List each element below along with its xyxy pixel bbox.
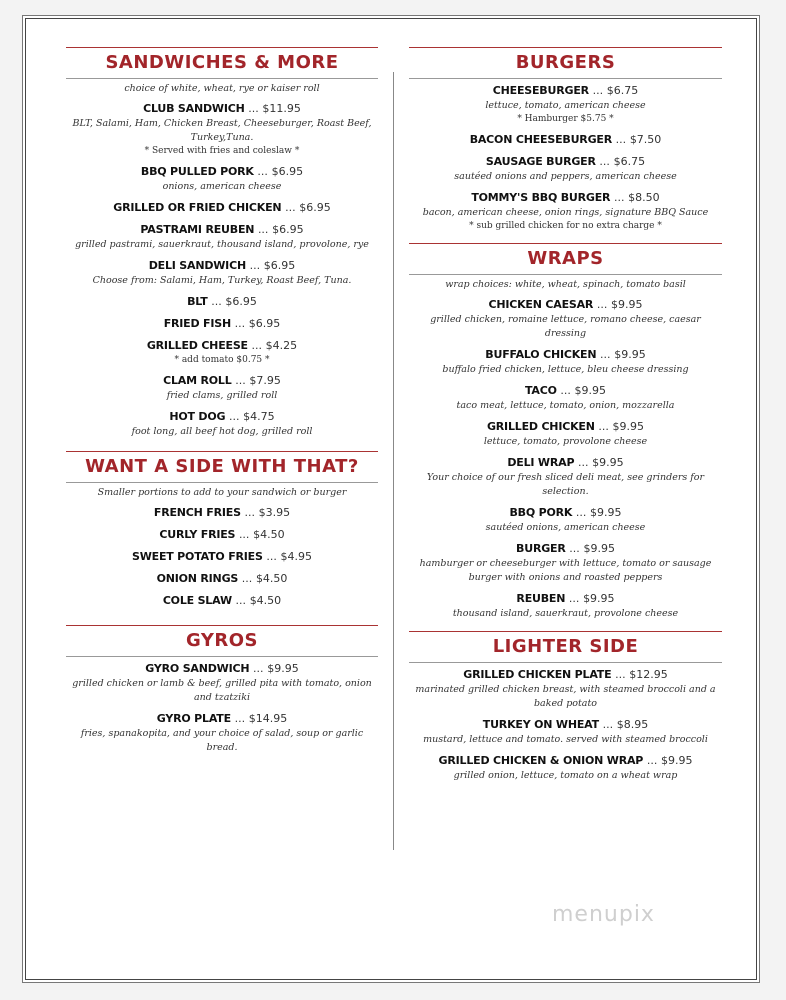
menu-item xyxy=(409,153,722,184)
menu-item xyxy=(66,100,378,158)
menu-item-line xyxy=(66,710,378,727)
item-price: $9.95 xyxy=(583,542,615,555)
menu-item-line xyxy=(66,315,378,332)
item-name: DELI WRAP xyxy=(507,456,575,469)
item-description: fried clams, grilled roll xyxy=(166,390,278,401)
menu-item-line xyxy=(409,153,722,170)
section-title: SANDWICHES & MORE xyxy=(66,47,378,79)
menu-item-line xyxy=(409,666,722,683)
item-price: $3.95 xyxy=(258,506,291,519)
item-name: BBQ PORK xyxy=(509,506,573,519)
item-name: CHICKEN CAESAR xyxy=(488,298,594,311)
item-separator: ... xyxy=(615,668,626,681)
menu-item-line xyxy=(66,548,378,565)
menu-item xyxy=(66,257,378,288)
item-separator: ... xyxy=(249,259,261,272)
item-price: $9.95 xyxy=(611,298,643,311)
item-name: TACO xyxy=(524,384,557,397)
item-price: $8.95 xyxy=(616,718,649,731)
item-separator: ... xyxy=(211,295,222,308)
item-name: BURGER xyxy=(516,542,566,555)
item-separator: ... xyxy=(646,754,658,767)
item-separator: ... xyxy=(615,133,627,146)
menu-item-line xyxy=(66,337,378,354)
item-price: $7.95 xyxy=(249,374,281,387)
item-separator: ... xyxy=(266,550,277,563)
menu-item xyxy=(66,221,378,252)
menu-item xyxy=(66,526,378,543)
menu-item xyxy=(66,372,378,403)
item-description: sautéed onions and peppers, american cheese xyxy=(454,171,677,182)
item-note: * Hamburger $5.75 * xyxy=(517,114,614,124)
item-name: CURLY FRIES xyxy=(159,528,236,541)
item-separator: ... xyxy=(613,191,625,204)
item-description: marinated grilled chicken breast, with steamed broccoli and a baked potato xyxy=(415,684,716,709)
item-name: REUBEN xyxy=(516,592,566,605)
item-name: GRILLED OR FRIED CHICKEN xyxy=(113,201,282,214)
item-description: hamburger or cheeseburger with lettuce, tomato or sausage burger with onions and roasted peppers xyxy=(419,558,712,583)
item-price: $9.95 xyxy=(592,456,624,469)
menu-item-line xyxy=(66,526,378,543)
menu-item-line xyxy=(409,454,722,471)
menu-item xyxy=(66,548,378,565)
menu-item-line xyxy=(409,590,722,607)
item-note: * sub grilled chicken for no extra charge * xyxy=(469,221,662,231)
section-title: BURGERS xyxy=(409,47,722,79)
section-lighter-side xyxy=(409,631,722,783)
menu-item xyxy=(409,454,722,499)
item-description: Choose from: Salami, Ham, Turkey, Roast Beef, Tuna. xyxy=(92,275,352,286)
item-name: BLT xyxy=(187,295,208,308)
item-price: $9.95 xyxy=(590,506,622,519)
item-description: lettuce, tomato, american cheese xyxy=(485,100,646,111)
item-name: GRILLED CHICKEN xyxy=(486,420,595,433)
section-note: choice of white, wheat, rye or kaiser roll xyxy=(124,83,320,94)
item-separator: ... xyxy=(248,102,259,115)
item-price: $9.95 xyxy=(612,420,645,433)
menu-item xyxy=(66,504,378,521)
menu-item xyxy=(66,315,378,332)
item-separator: ... xyxy=(244,506,255,519)
menu-item-line xyxy=(409,382,722,399)
menu-item xyxy=(409,540,722,585)
menu-item xyxy=(409,504,722,535)
section-wraps xyxy=(409,243,722,621)
item-separator: ... xyxy=(592,84,604,97)
menu-item xyxy=(66,408,378,439)
menu-item-line xyxy=(66,293,378,310)
menu-item xyxy=(409,590,722,621)
section-title: WANT A SIDE WITH THAT? xyxy=(66,451,378,483)
item-description: grilled chicken, romaine lettuce, romano cheese, caesar dressing xyxy=(430,314,701,339)
menu-item xyxy=(66,337,378,367)
item-description: mustard, lettuce and tomato. served with steamed broccoli xyxy=(423,734,708,745)
item-name: BUFFALO CHICKEN xyxy=(485,348,597,361)
item-name: CLAM ROLL xyxy=(163,374,232,387)
menu-item-line xyxy=(409,346,722,363)
item-separator: ... xyxy=(600,348,611,361)
item-price: $6.95 xyxy=(248,317,281,330)
left-column xyxy=(66,47,378,760)
item-price: $9.95 xyxy=(574,384,607,397)
item-price: $4.50 xyxy=(249,594,282,607)
item-name: TOMMY'S BBQ BURGER xyxy=(471,191,611,204)
item-note: * add tomato $0.75 * xyxy=(174,355,270,365)
item-separator: ... xyxy=(598,420,609,433)
item-name: COLE SLAW xyxy=(162,594,232,607)
item-separator: ... xyxy=(238,528,250,541)
menu-item-line xyxy=(66,372,378,389)
section-gyros xyxy=(66,625,378,755)
column-divider xyxy=(393,72,394,850)
item-description: grilled chicken or lamb & beef, grilled pita with tomato, onion and tzatziki xyxy=(72,678,372,703)
item-separator: ... xyxy=(602,718,614,731)
item-separator: ... xyxy=(234,712,246,725)
menu-item xyxy=(66,710,378,755)
item-name: GRILLED CHICKEN & ONION WRAP xyxy=(438,754,644,767)
section-title: LIGHTER SIDE xyxy=(409,631,722,663)
section-note: Smaller portions to add to your sandwich or burger xyxy=(97,487,347,498)
item-description: bacon, american cheese, onion rings, signature BBQ Sauce xyxy=(422,207,709,218)
item-description: thousand island, sauerkraut, provolone cheese xyxy=(452,608,679,619)
item-price: $6.75 xyxy=(606,84,639,97)
item-separator: ... xyxy=(569,542,580,555)
menu-item xyxy=(66,570,378,587)
item-separator: ... xyxy=(241,572,253,585)
menu-item xyxy=(66,293,378,310)
item-separator: ... xyxy=(568,592,580,605)
item-price: $9.95 xyxy=(583,592,615,605)
menu-item xyxy=(409,189,722,233)
item-name: HOT DOG xyxy=(169,410,226,423)
menu-item xyxy=(66,163,378,194)
item-separator: ... xyxy=(285,201,296,214)
item-separator: ... xyxy=(251,339,263,352)
menu-item-line xyxy=(409,82,722,99)
item-separator: ... xyxy=(257,165,268,178)
item-separator: ... xyxy=(257,223,269,236)
item-description: lettuce, tomato, provolone cheese xyxy=(483,436,648,447)
menu-item-line xyxy=(409,716,722,733)
section-title: WRAPS xyxy=(409,243,722,275)
item-name: PASTRAMI REUBEN xyxy=(140,223,255,236)
item-price: $6.95 xyxy=(263,259,296,272)
section-sandwiches xyxy=(66,47,378,439)
item-name: SAUSAGE BURGER xyxy=(485,155,596,168)
item-description: fries, spanakopita, and your choice of salad, soup or garlic bread. xyxy=(80,728,364,753)
menu-item-line xyxy=(66,504,378,521)
menupix-watermark: menupix xyxy=(552,902,655,927)
menu-item-line xyxy=(409,189,722,206)
item-price: $8.50 xyxy=(628,191,660,204)
item-name: DELI SANDWICH xyxy=(148,259,246,272)
item-name: GYRO SANDWICH xyxy=(145,662,250,675)
item-price: $4.25 xyxy=(265,339,298,352)
item-separator: ... xyxy=(577,456,589,469)
item-price: $9.95 xyxy=(614,348,646,361)
menu-item xyxy=(409,131,722,148)
item-name: FRIED FISH xyxy=(163,317,231,330)
item-price: $4.75 xyxy=(243,410,275,423)
section-burgers xyxy=(409,47,722,233)
item-price: $6.95 xyxy=(271,165,304,178)
item-description: buffalo fried chicken, lettuce, bleu cheese dressing xyxy=(442,364,689,375)
right-column xyxy=(409,47,722,788)
item-name: GRILLED CHICKEN PLATE xyxy=(463,668,612,681)
item-price: $6.75 xyxy=(613,155,646,168)
item-name: BBQ PULLED PORK xyxy=(140,165,254,178)
item-description: BLT, Salami, Ham, Chicken Breast, Cheeseburger, Roast Beef, Turkey,Tuna. xyxy=(72,118,372,143)
menu-item-line xyxy=(409,752,722,769)
item-price: $6.95 xyxy=(225,295,257,308)
item-description: taco meat, lettuce, tomato, onion, mozzarella xyxy=(456,400,675,411)
item-description: foot long, all beef hot dog, grilled roll xyxy=(131,426,313,437)
item-name: ONION RINGS xyxy=(156,572,239,585)
menu-item-line xyxy=(66,408,378,425)
item-price: $7.50 xyxy=(629,133,662,146)
item-separator: ... xyxy=(599,155,610,168)
item-note: * Served with fries and coleslaw * xyxy=(144,146,300,156)
menu-item xyxy=(66,199,378,216)
item-price: $4.95 xyxy=(280,550,313,563)
menu-item xyxy=(409,296,722,341)
item-name: CHEESEBURGER xyxy=(492,84,589,97)
item-separator: ... xyxy=(234,317,246,330)
item-separator: ... xyxy=(229,410,240,423)
menu-item-line xyxy=(409,131,722,148)
item-name: GRILLED CHEESE xyxy=(146,339,248,352)
item-price: $4.50 xyxy=(253,528,285,541)
item-description: sautéed onions, american cheese xyxy=(485,522,646,533)
item-name: FRENCH FRIES xyxy=(153,506,241,519)
item-price: $9.95 xyxy=(660,754,693,767)
item-separator: ... xyxy=(235,374,246,387)
item-separator: ... xyxy=(596,298,608,311)
item-description: Your choice of our fresh sliced deli meat, see grinders for selection. xyxy=(426,472,705,497)
item-separator: ... xyxy=(560,384,571,397)
section-note: wrap choices: white, wheat, spinach, tomato basil xyxy=(445,279,686,290)
item-price: $6.95 xyxy=(299,201,331,214)
menu-item xyxy=(409,382,722,413)
section-title: GYROS xyxy=(66,625,378,657)
item-name: CLUB SANDWICH xyxy=(143,102,245,115)
item-name: TURKEY ON WHEAT xyxy=(482,718,599,731)
menu-item xyxy=(409,346,722,377)
item-name: SWEET POTATO FRIES xyxy=(131,550,263,563)
item-price: $9.95 xyxy=(267,662,299,675)
menu-item xyxy=(409,752,722,783)
item-price: $4.50 xyxy=(255,572,288,585)
section-sides xyxy=(66,451,378,609)
menu-item xyxy=(66,660,378,705)
item-separator: ... xyxy=(253,662,264,675)
menu-item-line xyxy=(66,100,378,117)
menu-item xyxy=(409,666,722,711)
item-price: $11.95 xyxy=(262,102,301,115)
item-price: $14.95 xyxy=(248,712,288,725)
item-description: grilled onion, lettuce, tomato on a wheat wrap xyxy=(453,770,678,781)
item-separator: ... xyxy=(575,506,587,519)
item-price: $12.95 xyxy=(629,668,668,681)
menu-item-line xyxy=(409,540,722,557)
menu-item xyxy=(409,418,722,449)
menu-item-line xyxy=(66,199,378,216)
item-name: BACON CHEESEBURGER xyxy=(469,133,612,146)
item-separator: ... xyxy=(235,594,247,607)
menu-item-line xyxy=(409,418,722,435)
item-description: onions, american cheese xyxy=(162,181,282,192)
menu-item-line xyxy=(66,570,378,587)
menu-item-line xyxy=(409,504,722,521)
menu-item-line xyxy=(66,592,378,609)
menu-item xyxy=(66,592,378,609)
item-price: $6.95 xyxy=(272,223,304,236)
menu-item xyxy=(409,716,722,747)
menu-item-line xyxy=(66,257,378,274)
menu-item-line xyxy=(409,296,722,313)
menu-item-line xyxy=(66,221,378,238)
menu-item-line xyxy=(66,163,378,180)
item-name: GYRO PLATE xyxy=(156,712,231,725)
menu-item xyxy=(409,82,722,126)
item-description: grilled pastrami, sauerkraut, thousand island, provolone, rye xyxy=(75,239,369,250)
menu-item-line xyxy=(66,660,378,677)
